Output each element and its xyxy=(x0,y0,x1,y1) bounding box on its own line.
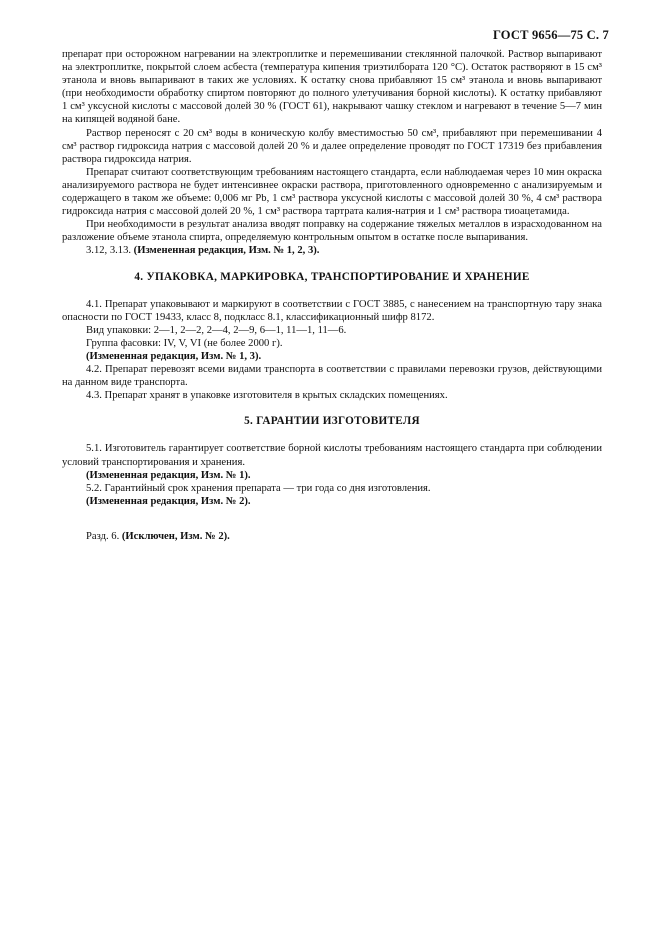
paragraph-3-11-continuation: препарат при осторожном нагревании на электроплитке и перемешивании стеклянной палочкой. Раствор выпаривают на электроплитке, покрытой слоем асбеста (температура кипения триэтилбората 120 °С). Остаток растворяют в 15 см³ этанола и вновь выпаривают в таких же условиях. К остатку снова прибавляют 15 см³ этанола и вновь выпаривают (при необходимости обработку спиртом повторяют до полного улетучивания борной кислоты). К остатку прибавляют 1 см³ уксусной кислоты с массовой долей 30 % (ГОСТ 61), накрывают чашку стеклом и нагревают в течение 5—7 мин на кипящей водяной бане. xyxy=(62,49,602,126)
paragraph-3-12-amendment xyxy=(62,244,602,257)
paragraph-3-11-solution-transfer: Раствор переносят с 20 см³ воды в коническую колбу вместимостью 50 см³, прибавляют при перемешивании 4 см³ раствор гидроксида натрия с массовой долей 20 % и далее определение проводят по ГОСТ 17319 без прибавления раствора гидроксида натрия. xyxy=(62,127,602,165)
paragraph-5-1: 5.1. Изготовитель гарантирует соответствие борной кислоты требованиям настоящего стандарта при соблюдении условий транспортирования и хранения. xyxy=(62,443,602,468)
section-5-title: 5. ГАРАНТИИ ИЗГОТОВИТЕЛЯ xyxy=(244,415,420,428)
paragraph-4-amendment: (Измененная редакция, Изм. № 1, 3). xyxy=(86,350,262,362)
paragraph-5-1-amendment: (Измененная редакция, Изм. № 1). xyxy=(86,469,251,481)
amendment-note: (Измененная редакция, Изм. № 1, 2, 3). xyxy=(133,245,320,257)
page-header: ГОСТ 9656—75 С. 7 xyxy=(492,28,609,42)
document-body xyxy=(62,48,602,543)
paragraph-4-packaging-type: Вид упаковки: 2—1, 2—2, 2—4, 2—9, 6—1, 11—1, 11—6. xyxy=(86,324,347,336)
amendment-ref: 3.12, 3.13. xyxy=(86,245,134,257)
paragraph-3-11-correction: При необходимости в результат анализа вводят поправку на содержание тяжелых металлов в израсходованном на разложение объеме этанола спирта, определяемую контрольным опытом в остатке после выпаривания. xyxy=(62,219,602,244)
section-6-excluded xyxy=(62,530,602,543)
section-6-note: (Исключен, Изм. № 2). xyxy=(121,530,230,542)
paragraph-3-11-acceptance: Препарат считают соответствующим требованиям настоящего стандарта, если наблюдаемая через 10 мин окраска анализируемого раствора не будет интенсивнее окраски раствора, приготовленного одновременно с анализируемым и содержащего в таком же объеме: 0,006 мг Pb, 1 см³ раствора уксусной кислоты с массовой долей 30 %, 4 см³ раствора гидроксида натрия с массовой долей 20 %, 1 см³ раствора тартрата калия-натрия и 1 см³ раствора тиоацетамида. xyxy=(62,166,602,218)
paragraph-4-packing-group: Группа фасовки: IV, V, VI (не более 2000 г). xyxy=(86,337,283,349)
paragraph-4-1: 4.1. Препарат упаковывают и маркируют в соответствии с ГОСТ 3885, с нанесением на транспортную тару знака опасности по ГОСТ 19433, класс 8, подкласс 8.1, классификационный шифр 8172. xyxy=(62,298,602,323)
paragraph-5-2: 5.2. Гарантийный срок хранения препарата — три года со дня изготовления. xyxy=(86,482,431,494)
paragraph-5-2-amendment: (Измененная редакция, Изм. № 2). xyxy=(86,495,251,507)
paragraph-4-2: 4.2. Препарат перевозят всеми видами транспорта в соответствии с правилами перевозки грузов, действующими на данном виде транспорта. xyxy=(62,364,602,389)
section-6-ref: Разд. 6. xyxy=(86,530,122,542)
paragraph-4-3: 4.3. Препарат хранят в упаковке изготовителя в крытых складских помещениях. xyxy=(86,390,448,402)
section-4-title: 4. УПАКОВКА, МАРКИРОВКА, ТРАНСПОРТИРОВАНИЕ И ХРАНЕНИЕ xyxy=(134,270,530,283)
